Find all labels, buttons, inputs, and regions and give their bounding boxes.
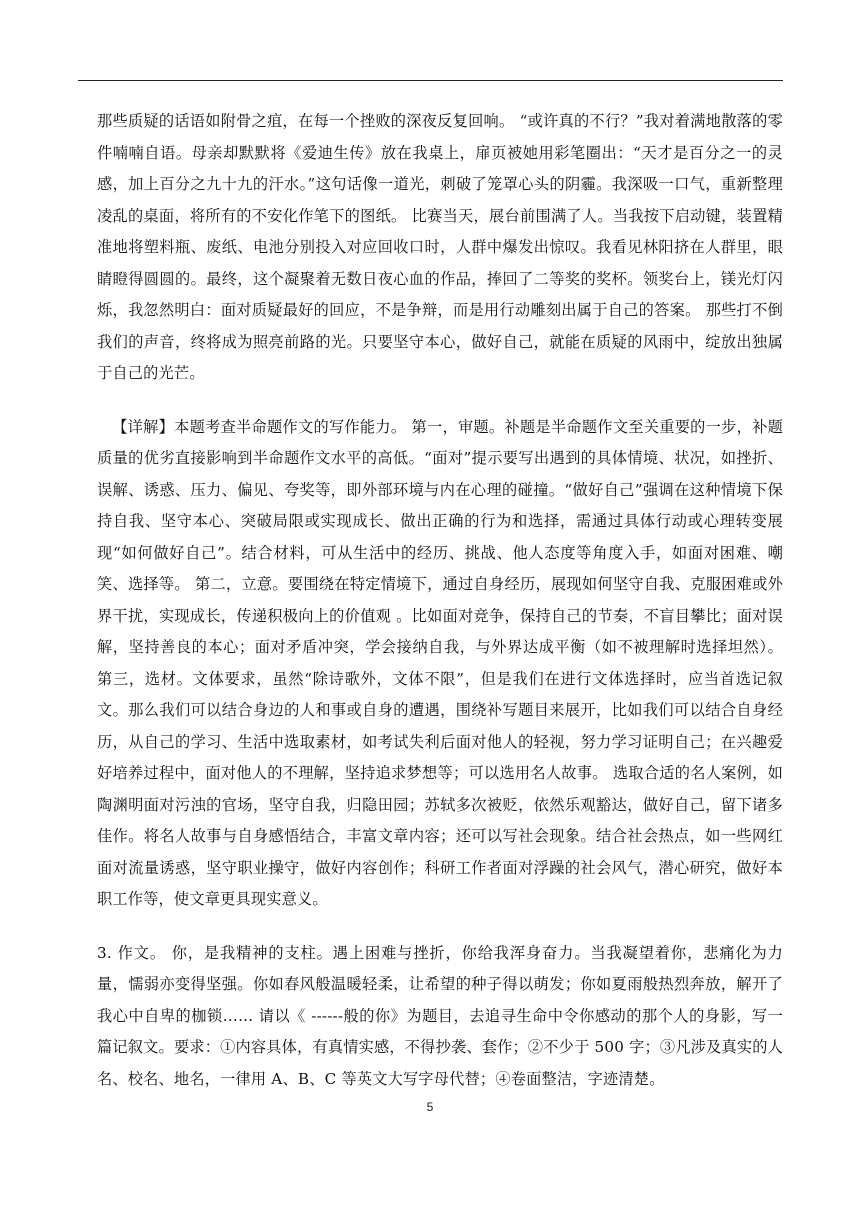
paragraph-gap — [97, 916, 783, 938]
question-3-paragraph: 3. 作文。 你，是我精神的支柱。遇上困难与挫折，你给我浑身奋力。当我凝望着你，悲痛化为力量，懦弱亦变得坚强。你如春风般温暖轻柔，让希望的种子得以萌发；你如夏雨般热烈奔放，解开了我心中自卑的枷锁…… 请以《 ------般的你》为题目，去追寻生命中令你感动的那个人的身影，写一篇记叙文。要求：①内容具体，有真情实感，不得抄袭、套作；②不少于 500 字；③凡涉及真实的人名、校名、地名，一律用 A、B、C 等英文大写字母代替；④卷面整洁，字迹清楚。 — [97, 943, 783, 1088]
page-number: 5 — [426, 1100, 434, 1114]
paragraph-gap — [97, 390, 783, 412]
document-body — [97, 106, 783, 1095]
explanation-paragraph: 【详解】本题考查半命题作文的写作能力。 第一，审题。补题是半命题作文至关重要的一步，补题质量的优劣直接影响到半命题作文水平的高低。“面对”提示要写出遇到的具体情境、状况，如挫折、误解、诱惑、压力、偏见、夸奖等，即外部环境与内在心理的碰撞。“做好自己”强调在这种情境下保持自我、坚守本心、突破局限或实现成长、做出正确的行为和选择，需通过具体行动或心理转变展现“如何做好自己”。结合材料，可从生活中的经历、挑战、他人态度等角度入手，如面对困难、嘲笑、选择等。 第二，立意。要围绕在特定情境下，通过自身经历，展现如何坚守自我、克服困难或外界干扰，实现成长，传递积极向上的价值观 。比如面对竞争，保持自己的节奏，不盲目攀比；面对误解，坚持善良的本心；面对矛盾冲突，学会接纳自我，与外界达成平衡（如不被理解时选择坦然）。 第三，选材。文体要求，虽然“除诗歌外，文体不限”，但是我们在进行文体选择时，应当首选记叙文。那么我们可以结合身边的人和事或自身的遭遇，围绕补写题目来展开，比如我们可以结合自身经历，从自己的学习、生活中选取素材，如考试失利后面对他人的轻视，努力学习证明自己；在兴趣爱好培养过程中，面对他人的不理解，坚持追求梦想等；可以选用名人故事。 选取合适的名人案例，如陶渊明面对污浊的官场，坚守自我，归隐田园；苏轼多次被贬，依然乐观豁达，做好自己，留下诸多佳作。将名人故事与自身感悟结合，丰富文章内容；还可以写社会现象。结合社会热点，如一些网红面对流量诱惑，坚守职业操守，做好内容创作；科研工作者面对浮躁的社会风气，潜心研究，做好本职工作等，使文章更具现实意义。 — [97, 417, 783, 908]
essay-excerpt-paragraph: 那些质疑的话语如附骨之疽，在每一个挫败的深夜反复回响。 “或许真的不行？”我对着满地散落的零件喃喃自语。母亲却默默将《爱迪生传》放在我桌上，扉页被她用彩笔圈出：“天才是百分之一的灵感，加上百分之九十九的汗水。”这句话像一道光，刺破了笼罩心头的阴霾。我深吸一口气，重新整理凌乱的桌面，将所有的不安化作笔下的图纸。 比赛当天，展台前围满了人。当我按下启动键，装置精准地将塑料瓶、废纸、电池分别投入对应回收口时，人群中爆发出惊叹。我看见林阳挤在人群里，眼睛瞪得圆圆的。最终，这个凝聚着无数日夜心血的作品，捧回了二等奖的奖杯。领奖台上，镁光灯闪烁，我忽然明白：面对质疑最好的回应，不是争辩，而是用行动雕刻出属于自己的答案。 那些打不倒我们的声音，终将成为照亮前路的光。只要坚守本心，做好自己，就能在质疑的风雨中，绽放出独属于自己的光芒。 — [97, 112, 783, 382]
header-rule — [78, 80, 783, 81]
